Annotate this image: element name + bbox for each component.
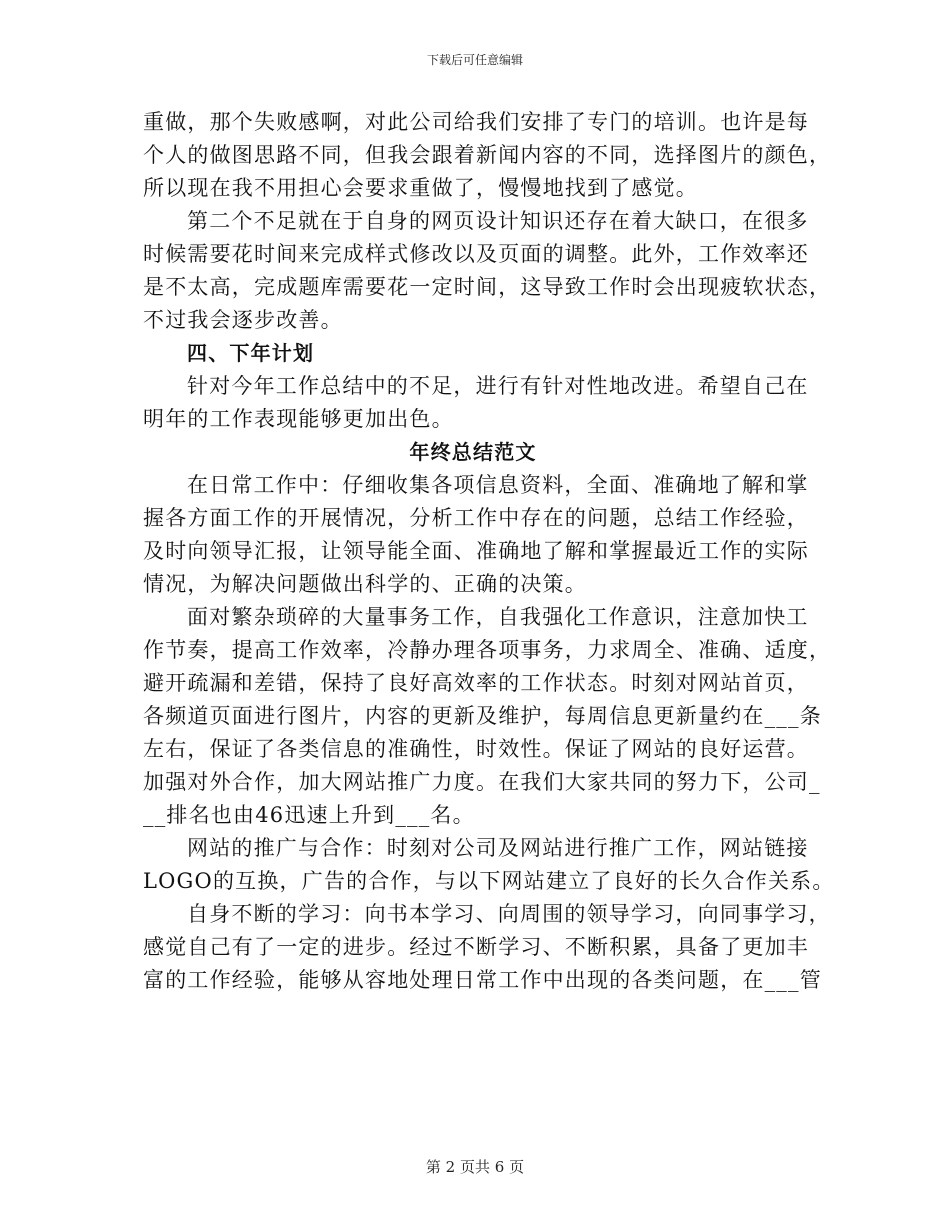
- document-body: [143, 106, 835, 997]
- page-header: 下载后可任意编辑: [426, 53, 523, 67]
- page-footer: 第 2 页共 6 页: [425, 1158, 525, 1176]
- section-heading: 四、下年计划: [187, 341, 315, 365]
- paragraph-line: 握各方面工作的开展情况，分析工作中存在的问题，总结工作经验，: [143, 506, 809, 530]
- paragraph-line: 及时向领导汇报，让领导能全面、准确地了解和掌握最近工作的实际: [143, 539, 809, 563]
- paragraph-line: 加强对外合作，加大网站推广力度。在我们大家共同的努力下，公司_: [143, 770, 821, 794]
- paragraph-line: LOGO的互换，广告的合作，与以下网站建立了良好的长久合作关系。: [143, 869, 835, 893]
- paragraph-line: 情况，为解决问题做出科学的、正确的决策。: [143, 572, 587, 596]
- paragraph-line: 网站的推广与合作：时刻对公司及网站进行推广工作，网站链接: [187, 836, 809, 860]
- paragraph-line: 明年的工作表现能够更加出色。: [143, 407, 454, 431]
- paragraph-line: 感觉自己有了一定的进步。经过不断学习、不断积累，具备了更加丰: [143, 935, 809, 959]
- paragraph-line: 各频道页面进行图片，内容的更新及维护，每周信息更新量约在___条: [143, 704, 822, 728]
- paragraph-line: 在日常工作中：仔细收集各项信息资料，全面、准确地了解和掌: [187, 473, 809, 497]
- paragraph-line: 避开疏漏和差错，保持了良好高效率的工作状态。时刻对网站首页，: [143, 671, 809, 695]
- paragraph-line: 自身不断的学习：向书本学习、向周围的领导学习，向同事学习，: [187, 902, 831, 926]
- paragraph-line: 不过我会逐步改善。: [143, 308, 343, 332]
- paragraph-line: 针对今年工作总结中的不足，进行有针对性地改进。希望自己在: [187, 374, 809, 398]
- paragraph-line: 是不太高，完成题库需要花一定时间，这导致工作时会出现疲软状态，: [143, 275, 832, 299]
- paragraph-line: 时候需要花时间来完成样式修改以及页面的调整。此外，工作效率还: [143, 242, 809, 266]
- paragraph-line: 重做，那个失败感啊，对此公司给我们安排了专门的培训。也许是每: [143, 110, 809, 134]
- paragraph-line: 第二个不足就在于自身的网页设计知识还存在着大缺口，在很多: [187, 209, 809, 233]
- paragraph-line: __排名也由46迅速上升到___名。: [143, 803, 475, 827]
- document-title: 年终总结范文: [409, 440, 537, 464]
- paragraph-line: 面对繁杂琐碎的大量事务工作，自我强化工作意识，注意加快工: [187, 605, 809, 629]
- paragraph-line: 作节奏，提高工作效率，冷静办理各项事务，力求周全、准确、适度，: [143, 638, 832, 662]
- paragraph-line: 所以现在我不用担心会要求重做了，慢慢地找到了感觉。: [143, 176, 698, 200]
- paragraph-line: 个人的做图思路不同，但我会跟着新闻内容的不同，选择图片的颜色，: [143, 143, 832, 167]
- paragraph-line: 富的工作经验，能够从容地处理日常工作中出现的各类问题，在___管: [143, 968, 822, 992]
- paragraph-line: 左右，保证了各类信息的准确性，时效性。保证了网站的良好运营。: [143, 737, 809, 761]
